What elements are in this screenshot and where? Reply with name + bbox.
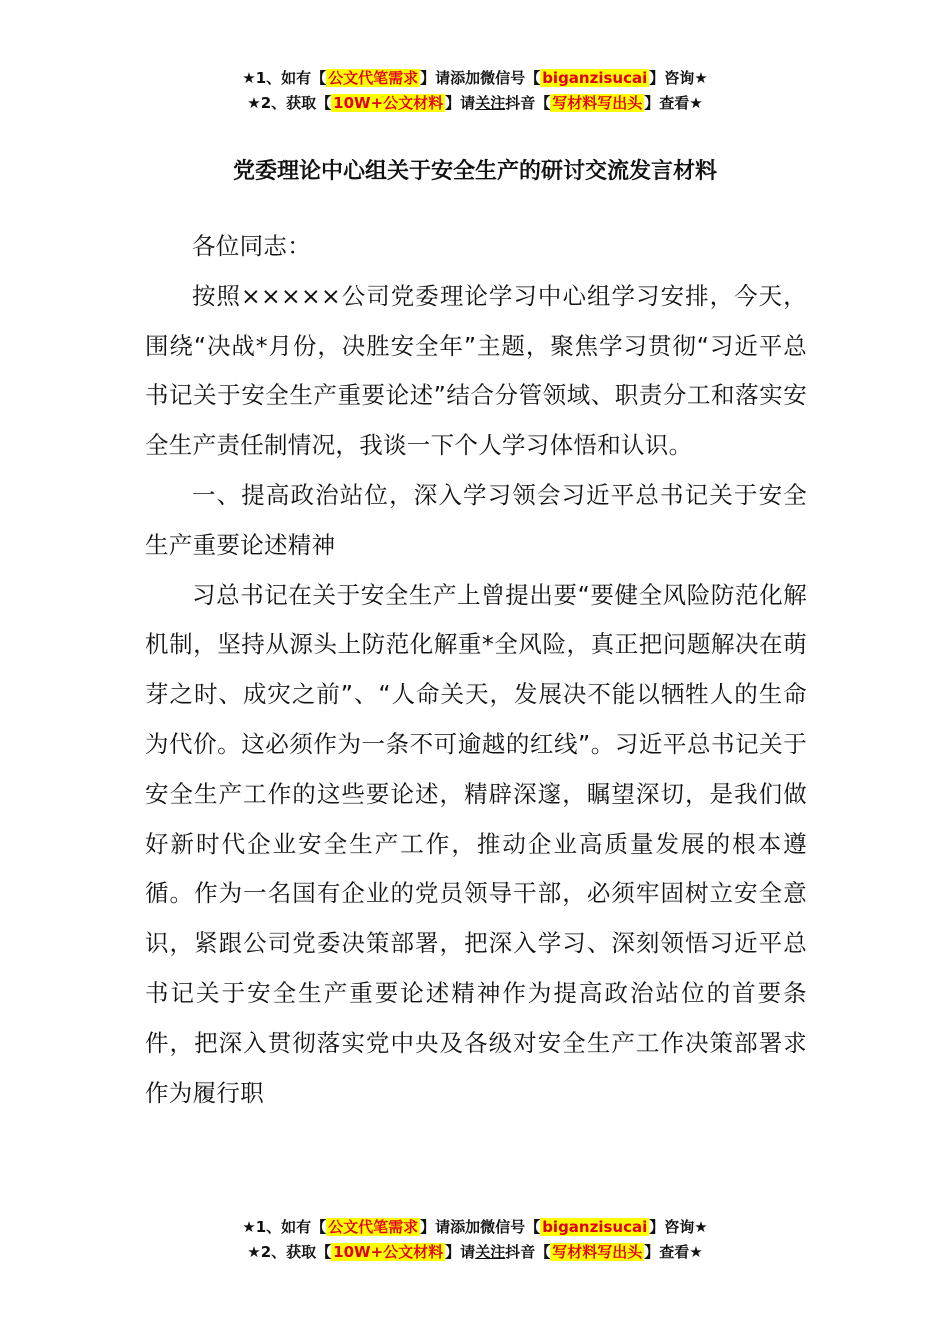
promo-text: 1、如有【 (255, 69, 327, 87)
promo-highlight: 公文代笔需求 (328, 1218, 419, 1236)
promo-text: 】请添加微信号【 (420, 69, 541, 87)
promo-banner-top (0, 66, 950, 116)
star-icon: ★ (694, 1218, 708, 1236)
star-icon: ★ (242, 69, 256, 87)
promo-underlined: 关注 (475, 1243, 506, 1261)
document-body (145, 222, 807, 1118)
promo-banner-bottom (0, 1215, 950, 1265)
promo-line-1 (0, 1215, 950, 1240)
promo-text: 2、获取【 (260, 1243, 332, 1261)
promo-text: 抖音【 (505, 94, 551, 112)
promo-text: 】咨询 (649, 1218, 695, 1236)
promo-text: 】请 (445, 94, 476, 112)
document-title: 党委理论中心组关于安全生产的研讨交流发言材料 (232, 159, 717, 184)
star-icon: ★ (694, 69, 708, 87)
douyin-account: 写材料写出头 (552, 1243, 643, 1261)
promo-underlined: 关注 (475, 94, 506, 112)
promo-text: 1、如有【 (255, 1218, 327, 1236)
promo-text: 抖音【 (505, 1243, 551, 1261)
promo-text: 】请添加微信号【 (420, 1218, 541, 1236)
promo-text: 】查看 (644, 1243, 690, 1261)
star-icon: ★ (689, 94, 703, 112)
promo-highlight: 10W+公文材料 (333, 94, 444, 112)
promo-line-2 (0, 91, 950, 116)
wechat-id: biganzisucai (542, 1218, 648, 1236)
promo-text: 】查看 (644, 94, 690, 112)
wechat-id: biganzisucai (542, 69, 648, 87)
douyin-account: 写材料写出头 (552, 94, 643, 112)
paragraph: 习总书记在关于安全生产上曾提出要“要健全风险防范化解机制，坚持从源头上防范化解重*全风险，真正把问题解决在萌芽之时、成灾之前”、“人命关天，发展决不能以牺牲人的生命为代价。这必须作为一条不可逾越的红线”。习近平总书记关于安全生产工作的这些要论述，精辟深邃，瞩望深切，是我们做好新时代企业安全生产工作，推动企业高质量发展的根本遵循。作为一名国有企业的党员领导干部，必须牢固树立安全意识，紧跟公司党委决策部署，把深入学习、深刻领悟习近平总书记关于安全生产重要论述精神作为提高政治站位的首要条件，把深入贯彻落实党中央及各级对安全生产工作决策部署求作为履行职 (145, 580, 807, 1107)
salutation: 各位同志： (192, 232, 311, 260)
section-heading: 一、提高政治站位，深入学习领会习近平总书记关于安全生产重要论述精神 (145, 480, 807, 559)
promo-highlight: 公文代笔需求 (328, 69, 419, 87)
star-icon: ★ (247, 94, 261, 112)
promo-highlight: 10W+公文材料 (333, 1243, 444, 1261)
promo-line-1 (0, 66, 950, 91)
star-icon: ★ (242, 1218, 256, 1236)
promo-text: 2、获取【 (260, 94, 332, 112)
promo-text: 】咨询 (649, 69, 695, 87)
promo-text: 】请 (445, 1243, 476, 1261)
promo-line-2 (0, 1240, 950, 1265)
star-icon: ★ (689, 1243, 703, 1261)
paragraph: 按照×××××公司党委理论学习中心组学习安排，今天，围绕“决战*月份，决胜安全年”主题，聚焦学习贯彻“习近平总书记关于安全生产重要论述”结合分管领域、职责分工和落实安全生产责任制情况，我谈一下个人学习体悟和认识。 (145, 281, 807, 460)
star-icon: ★ (247, 1243, 261, 1261)
